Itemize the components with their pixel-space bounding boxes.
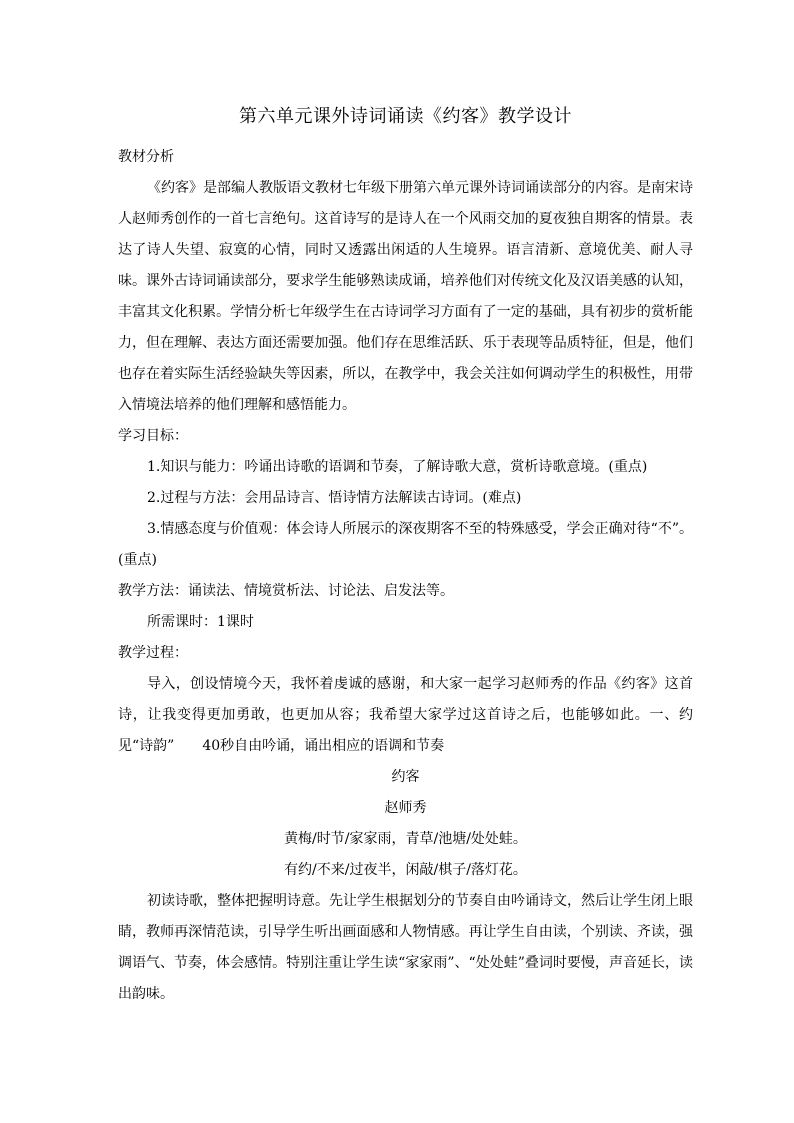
poem-line-1: 黄梅/时节/家家雨，青草/池塘/处处蛙。 [284,831,527,847]
poem-author: 赵师秀 [384,800,427,816]
objective-item-1: 1.知识与能力：吟诵出诗歌的语调和节奏，了解诗歌大意，赏析诗歌意境。(重点) [147,459,648,475]
objective-item-3: 3.情感态度与价值观：体会诗人所展示的深夜期客不至的特殊感受，学会正确对待“不”。(重点) [118,521,693,568]
paragraph-material-analysis: 《约客》是部编人教版语文教材七年级下册第六单元课外诗词诵读部分的内容。是南宋诗人赵师秀创作的一首七言绝句。这首诗写的是诗人在一个风雨交加的夏夜独自期客的情景。表达了诗人失望、寂寞的心情，同时又透露出闲适的人生境界。语言清新、意境优美、耐人寻味。课外古诗词诵读部分，要求学生能够熟读成诵，培养他们对传统文化及汉语美感的认知，丰富其文化积累。学情分析七年级学生在古诗词学习方面有了一定的基础，具有初步的赏析能力，但在理解、表达方面还需要加强。他们存在思维活跃、乐于表现等品质特征，但是，他们也存在着实际生活经验缺失等因素，所以，在教学中，我会关注如何调动学生的积极性，用带入情境法培养的他们理解和感悟能力。 [118,180,693,413]
document-page [118,104,693,1010]
poem-line-2: 有约/不来/过夜半，闲敲/棋子/落灯花。 [284,862,527,878]
heading-teaching-process: 教学过程： [118,645,188,661]
teaching-methods: 教学方法：诵读法、情境赏析法、讨论法、启发法等。 [118,583,454,599]
poem-title: 约客 [391,769,420,785]
paragraph-introduction: 导入，创设情境今天，我怀着虔诚的感谢，和大家一起学习赵师秀的作品《约客》这首诗，让我变得更加勇敢，也更加从容；我希望大家学过这首诗之后，也能够如此。一、约见“诗韵” 40秒自由吟诵，诵出相应的语调和节奏 [118,676,693,754]
heading-material-analysis: 教材分析 [118,149,174,165]
class-hours: 所需课时：1课时 [147,614,254,630]
paragraph-first-reading: 初读诗歌，整体把握明诗意。先让学生根据划分的节奏自由吟诵诗文，然后让学生闭上眼睛，教师再深情范读，引导学生听出画面感和人物情感。再让学生自由读，个别读、齐读，强调语气、节奏，体会感情。特别注重让学生读“家家雨”、“处处蛙”叠词时要慢，声音延长，读出韵味。 [118,893,693,1002]
heading-learning-objectives: 学习目标： [118,428,188,444]
document-title: 第六单元课外诗词诵读《约客》教学设计 [239,106,572,127]
objective-item-2: 2.过程与方法：会用品诗言、悟诗情方法解读古诗词。(难点) [147,490,522,506]
